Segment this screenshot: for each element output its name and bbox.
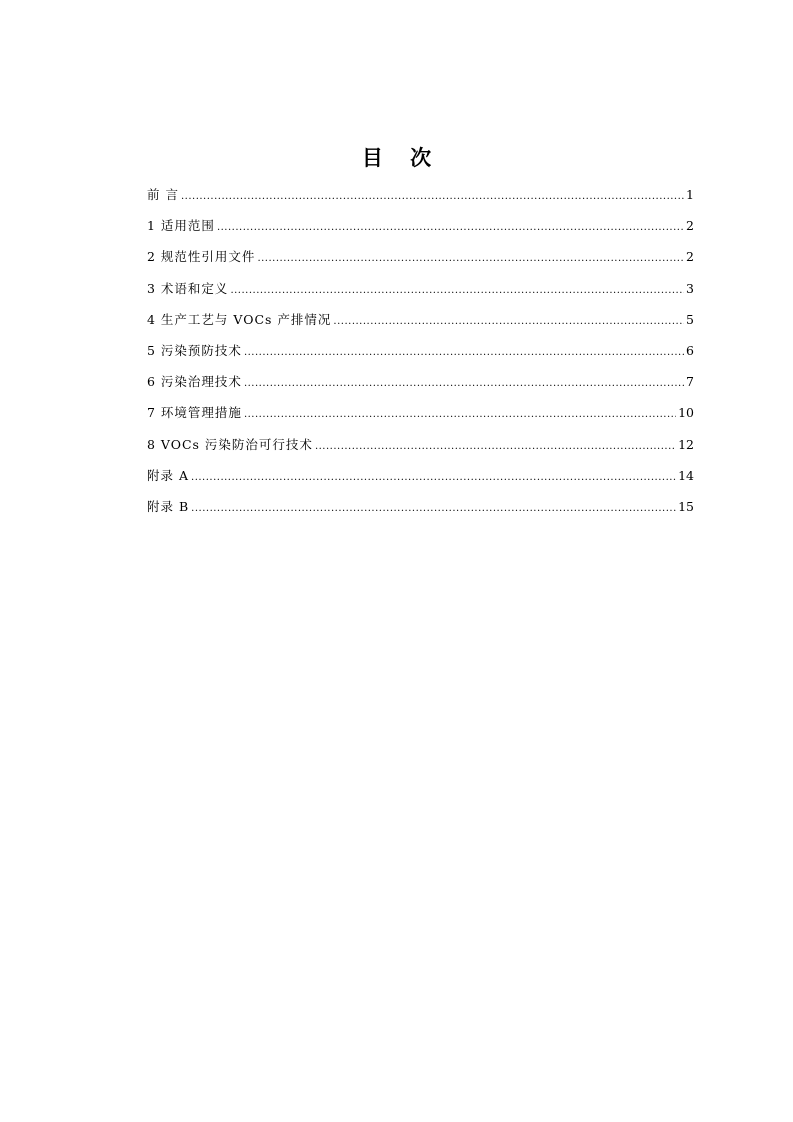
toc-entry-page: 6 [686, 342, 694, 358]
dot-leader [181, 186, 684, 208]
toc-entry-page: 2 [686, 249, 694, 265]
toc-entry-production-process[interactable] [147, 309, 694, 340]
toc-entry-page: 10 [678, 405, 694, 421]
toc-entry-label: 4 生产工艺与 VOCs 产排情况 [147, 311, 332, 327]
toc-title: 目 次 [361, 145, 442, 170]
toc-entry-terms-definitions[interactable] [147, 278, 694, 309]
toc-entry-preface[interactable] [147, 184, 694, 215]
toc-entry-page: 1 [686, 187, 694, 202]
toc-entry-page: 7 [686, 374, 694, 390]
dot-leader [230, 280, 684, 302]
dot-leader [217, 217, 684, 239]
toc-entry-label: 前 言 [147, 187, 179, 202]
toc-entry-normative-references[interactable] [147, 246, 694, 277]
toc-entry-scope[interactable] [147, 215, 694, 246]
dot-leader [244, 404, 676, 426]
toc-entry-page: 12 [678, 436, 694, 452]
toc-entry-label: 8 VOCs 污染防治可行技术 [147, 436, 313, 452]
toc-entry-label: 7 环境管理措施 [147, 405, 242, 421]
toc-list [147, 184, 694, 527]
toc-entry-label: 5 污染预防技术 [147, 342, 242, 358]
toc-entry-label: 附录 A [147, 467, 190, 483]
toc-entry-page: 5 [686, 311, 694, 327]
toc-entry-appendix-a[interactable] [147, 465, 694, 496]
dot-leader [257, 248, 684, 270]
toc-entry-label: 2 规范性引用文件 [147, 249, 256, 265]
dot-leader [244, 373, 684, 395]
dot-leader [244, 342, 684, 364]
dot-leader [333, 311, 684, 333]
toc-entry-page: 3 [686, 280, 694, 296]
dot-leader [315, 436, 676, 458]
toc-entry-pollution-prevention[interactable] [147, 340, 694, 371]
toc-entry-pollution-treatment[interactable] [147, 371, 694, 402]
toc-entry-page: 14 [678, 467, 694, 483]
toc-entry-feasible-techniques[interactable] [147, 434, 694, 465]
toc-entry-page: 15 [678, 498, 694, 514]
toc-entry-appendix-b[interactable] [147, 496, 694, 527]
toc-entry-label: 附录 B [147, 498, 190, 514]
toc-entry-label: 3 术语和定义 [147, 280, 229, 296]
toc-entry-page: 2 [686, 218, 694, 234]
dot-leader [191, 467, 676, 489]
toc-entry-environmental-management[interactable] [147, 402, 694, 433]
toc-entry-label: 6 污染治理技术 [147, 374, 242, 390]
toc-entry-label: 1 适用范围 [147, 218, 215, 234]
dot-leader [191, 498, 676, 520]
